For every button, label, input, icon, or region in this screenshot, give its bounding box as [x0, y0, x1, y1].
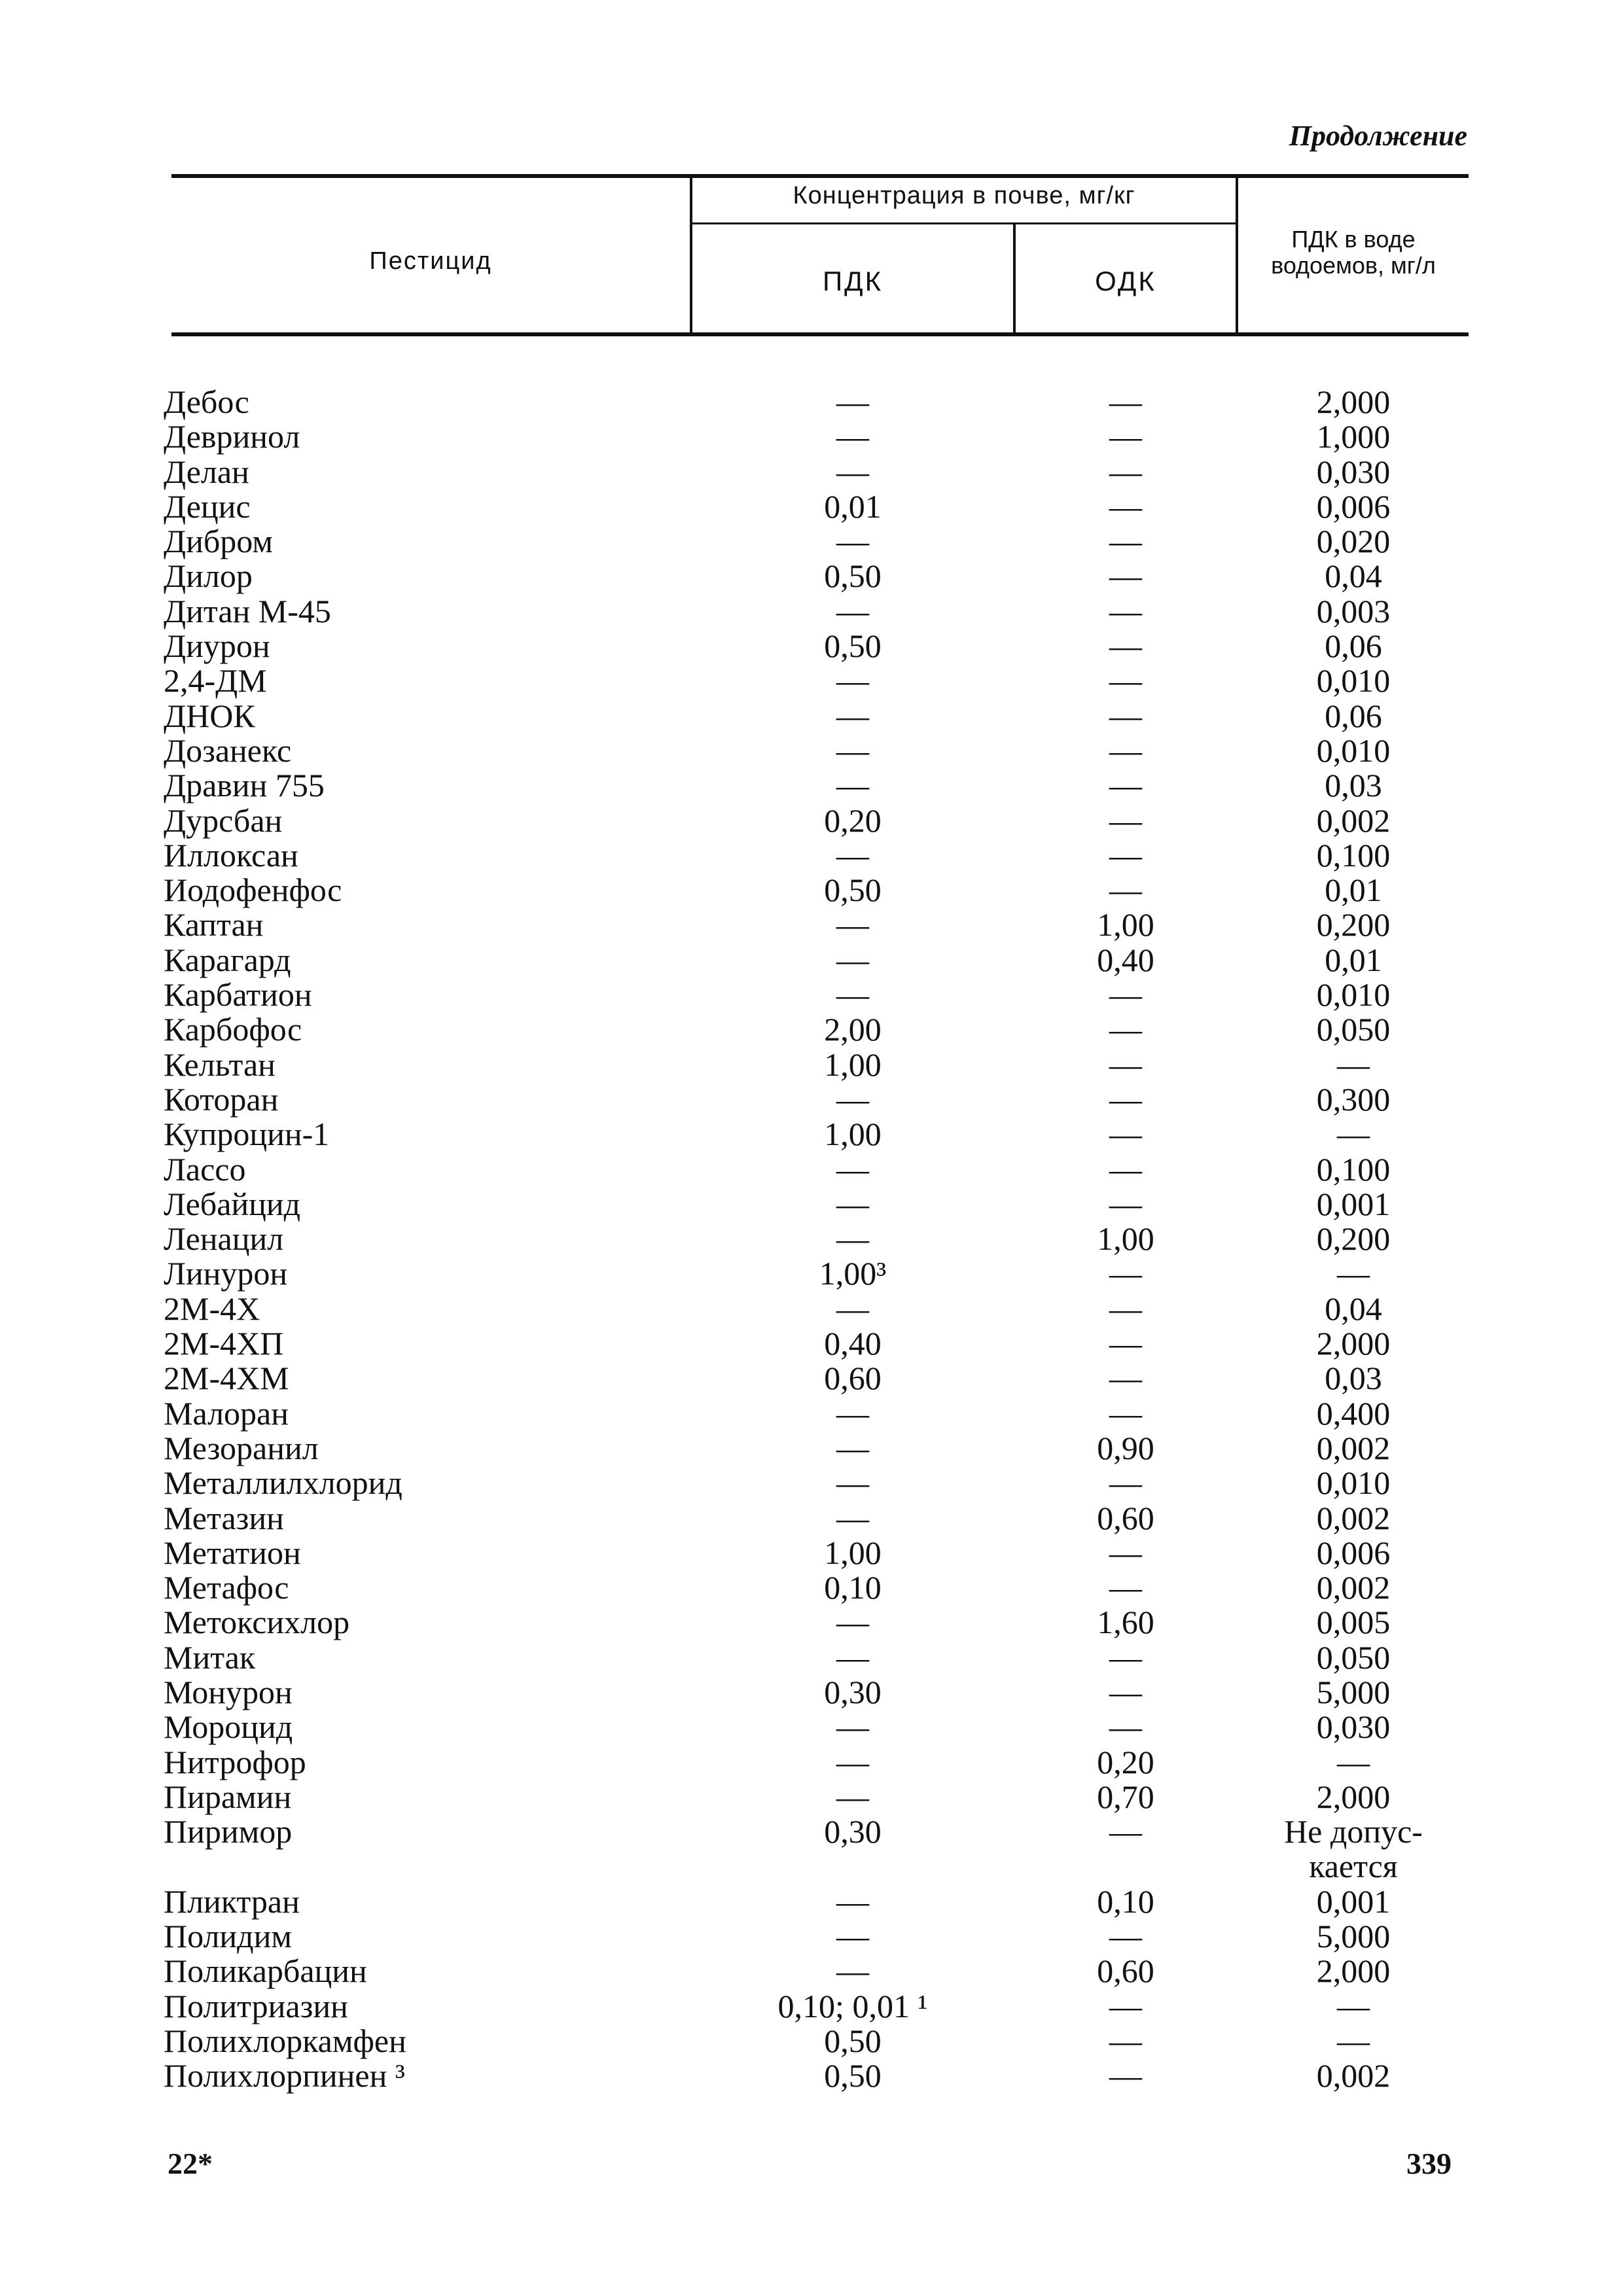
table-row	[0, 1919, 1623, 1954]
odk-value: —	[1109, 418, 1142, 455]
odk-value: —	[1109, 697, 1142, 734]
pesticide-name: Метоксихлор	[164, 1604, 350, 1641]
odk-value: —	[1109, 1394, 1142, 1432]
pesticide-name: Мезоранил	[164, 1429, 319, 1466]
pesticide-name: 2М-4ХМ	[164, 1360, 289, 1397]
pesticide-name: Поликарбацин	[164, 1952, 367, 1990]
table-row	[0, 908, 1623, 942]
table-row	[0, 1361, 1623, 1396]
water-pdk-value: 0,010	[1316, 662, 1391, 699]
water-pdk-value: 0,002	[1316, 1499, 1391, 1536]
pesticide-name: Пиримор	[164, 1813, 293, 1850]
water-pdk-value: 0,300	[1316, 1080, 1391, 1118]
odk-value: 0,60	[1097, 1952, 1154, 1990]
pdk-value: —	[836, 732, 869, 769]
water-pdk-value: 0,010	[1316, 976, 1391, 1014]
odk-value: —	[1109, 767, 1142, 804]
odk-value: —	[1109, 592, 1142, 629]
table-row	[0, 1954, 1623, 1988]
pdk-value: —	[836, 523, 869, 560]
table-row	[0, 663, 1623, 698]
pesticide-name: Полихлорпинен ³	[164, 2057, 405, 2094]
pesticide-name: Карбофос	[164, 1011, 302, 1048]
odk-value: —	[1109, 1534, 1142, 1571]
pesticide-name: Полидим	[164, 1918, 292, 1955]
water-pdk-value: 5,000	[1316, 1673, 1391, 1710]
odk-value: 1,00	[1097, 906, 1154, 944]
table-row	[0, 559, 1623, 593]
water-pdk-value: 0,003	[1316, 592, 1391, 629]
table-row	[0, 419, 1623, 454]
pdk-value: —	[836, 697, 869, 734]
table-row	[0, 1117, 1623, 1152]
water-pdk-value: 0,002	[1316, 802, 1391, 839]
water-pdk-value: 0,002	[1316, 1429, 1391, 1466]
odk-value: —	[1109, 1360, 1142, 1397]
water-pdk-value: 1,000	[1316, 418, 1391, 455]
table-row	[0, 1814, 1623, 1884]
table-row	[0, 524, 1623, 559]
water-pdk-value: 0,200	[1316, 1220, 1391, 1258]
water-pdk-value: 0,04	[1325, 1290, 1382, 1327]
water-pdk-value: Не допус- кается	[1284, 1813, 1423, 1885]
odk-value: —	[1109, 557, 1142, 595]
water-pdk-value: 0,01	[1325, 941, 1382, 978]
water-pdk-value: 0,002	[1316, 1569, 1391, 1606]
table-header-bottom-rule	[171, 332, 1469, 336]
water-pdk-value: 2,000	[1316, 1325, 1391, 1362]
table-row	[0, 1048, 1623, 1082]
pesticide-name: Иодофенфос	[164, 872, 342, 909]
odk-value: —	[1109, 1569, 1142, 1606]
odk-value: —	[1109, 1116, 1142, 1153]
table-row	[0, 629, 1623, 663]
pdk-value: —	[836, 1429, 869, 1466]
pdk-value: —	[836, 1080, 869, 1118]
pdk-value: —	[836, 1604, 869, 1641]
pesticide-name: Дибром	[164, 523, 273, 560]
water-pdk-value: 0,050	[1316, 1011, 1391, 1048]
pesticide-name: Пликтран	[164, 1882, 300, 1920]
table-row	[0, 455, 1623, 489]
odk-value: —	[1109, 487, 1142, 525]
continuation-label: Продолжение	[1289, 120, 1467, 152]
table-row	[0, 1501, 1623, 1536]
water-pdk-value: 5,000	[1316, 1918, 1391, 1955]
table-top-rule	[171, 174, 1469, 178]
pdk-value: —	[836, 836, 869, 874]
water-pdk-value: —	[1337, 1255, 1370, 1292]
pesticide-name: Дурсбан	[164, 802, 283, 839]
water-pdk-value: 0,010	[1316, 1464, 1391, 1502]
signature-mark: 22*	[168, 2147, 213, 2180]
water-pdk-value: 0,050	[1316, 1638, 1391, 1676]
water-pdk-value: 0,010	[1316, 732, 1391, 769]
odk-value: —	[1109, 1255, 1142, 1292]
pdk-value: —	[836, 1882, 869, 1920]
pdk-value: —	[836, 1952, 869, 1990]
pdk-value: 0,50	[824, 2022, 882, 2059]
pesticide-name: Купроцин-1	[164, 1116, 330, 1153]
pesticide-name: Децис	[164, 487, 251, 525]
odk-value: —	[1109, 1150, 1142, 1188]
table-row	[0, 978, 1623, 1012]
table-row	[0, 1536, 1623, 1570]
pdk-value: 0,50	[824, 2057, 882, 2094]
pdk-value: —	[836, 767, 869, 804]
pesticide-name: Дитан М-45	[164, 592, 331, 629]
pesticide-name: Монурон	[164, 1673, 293, 1710]
odk-value: 0,20	[1097, 1743, 1154, 1780]
water-pdk-value: 0,06	[1325, 627, 1382, 665]
table-row	[0, 1292, 1623, 1326]
pesticide-name: Карагард	[164, 941, 291, 978]
odk-value: 0,60	[1097, 1499, 1154, 1536]
pesticide-name: Лассо	[164, 1150, 246, 1188]
odk-value: —	[1109, 2057, 1142, 2094]
table-row	[0, 1222, 1623, 1256]
water-pdk-value: 0,020	[1316, 523, 1391, 560]
pdk-value: 0,10	[824, 1569, 882, 1606]
pdk-value: 0,50	[824, 557, 882, 595]
odk-value: —	[1109, 627, 1142, 665]
water-pdk-value: 0,001	[1316, 1185, 1391, 1222]
table-body	[0, 385, 1623, 2094]
pdk-value: —	[836, 906, 869, 944]
table-row	[0, 1640, 1623, 1675]
pdk-value: —	[836, 1394, 869, 1432]
pdk-value: —	[836, 453, 869, 490]
pesticide-name: Пирамин	[164, 1778, 292, 1815]
table-row	[0, 1431, 1623, 1466]
pdk-value: —	[836, 1708, 869, 1746]
pdk-value: —	[836, 1743, 869, 1780]
pdk-value: 0,30	[824, 1813, 882, 1850]
pesticide-name: Метатион	[164, 1534, 301, 1571]
table-row	[0, 1884, 1623, 1919]
water-pdk-value: —	[1337, 1743, 1370, 1780]
pesticide-name: 2М-4ХП	[164, 1325, 284, 1362]
table-row	[0, 2024, 1623, 2058]
pdk-value: —	[836, 976, 869, 1014]
header-sub-rule	[692, 222, 1236, 224]
pdk-value: 0,01	[824, 487, 882, 525]
odk-value: —	[1109, 1325, 1142, 1362]
table-row	[0, 1675, 1623, 1710]
pdk-value: 1,00³	[819, 1255, 887, 1292]
pesticide-name: Дозанекс	[164, 732, 292, 769]
water-pdk-value: 0,005	[1316, 1604, 1391, 1641]
table-row	[0, 1989, 1623, 2024]
pdk-value: —	[836, 1185, 869, 1222]
pdk-value: —	[836, 1918, 869, 1955]
table-row	[0, 1326, 1623, 1361]
water-pdk-value: 0,002	[1316, 2057, 1391, 2094]
pdk-value: —	[836, 1778, 869, 1815]
table-row	[0, 1256, 1623, 1291]
header-pesticide: Пестицид	[369, 247, 492, 275]
odk-value: —	[1109, 1185, 1142, 1222]
water-pdk-value: —	[1337, 1987, 1370, 2024]
odk-value: —	[1109, 1918, 1142, 1955]
pesticide-name: Митак	[164, 1638, 256, 1676]
pesticide-name: Дилор	[164, 557, 253, 595]
pesticide-name: Полихлоркамфен	[164, 2022, 406, 2059]
water-pdk-value: —	[1337, 1116, 1370, 1153]
table-row	[0, 1012, 1623, 1047]
table-row	[0, 1152, 1623, 1187]
water-pdk-value: 0,030	[1316, 453, 1391, 490]
table-row	[0, 1780, 1623, 1814]
pesticide-name: Девринол	[164, 418, 300, 455]
water-pdk-value: 0,04	[1325, 557, 1382, 595]
pesticide-name: Линурон	[164, 1255, 288, 1292]
pesticide-name: ДНОК	[164, 697, 255, 734]
pdk-value: 0,40	[824, 1325, 882, 1362]
pdk-value: 1,00	[824, 1534, 882, 1571]
pdk-value: —	[836, 383, 869, 420]
water-pdk-value: 2,000	[1316, 1952, 1391, 1990]
pesticide-name: Делан	[164, 453, 249, 490]
pdk-value: —	[836, 1220, 869, 1258]
odk-value: —	[1109, 1673, 1142, 1710]
odk-value: —	[1109, 1046, 1142, 1083]
table-row	[0, 594, 1623, 629]
water-pdk-value: 0,03	[1325, 1360, 1382, 1397]
table-row	[0, 1396, 1623, 1431]
pesticide-name: Иллоксан	[164, 836, 298, 874]
odk-value: —	[1109, 383, 1142, 420]
pesticide-name: Ленацил	[164, 1220, 284, 1258]
odk-value: —	[1109, 2022, 1142, 2059]
pesticide-name: 2М-4Х	[164, 1290, 260, 1327]
odk-value: —	[1109, 523, 1142, 560]
table-row	[0, 733, 1623, 768]
odk-value: 1,60	[1097, 1604, 1154, 1641]
header-soil-concentration: Концентрация в почве, мг/кг	[793, 182, 1135, 209]
odk-value: —	[1109, 976, 1142, 1014]
odk-value: —	[1109, 1464, 1142, 1502]
table-row	[0, 1745, 1623, 1780]
pesticide-name: 2,4-ДМ	[164, 662, 267, 699]
table-row	[0, 804, 1623, 838]
odk-value: 0,10	[1097, 1882, 1154, 1920]
header-odk: ОДК	[1095, 266, 1156, 296]
water-pdk-value: 0,100	[1316, 836, 1391, 874]
table-row	[0, 385, 1623, 419]
pesticide-name: Кельтан	[164, 1046, 276, 1083]
water-pdk-value: 0,001	[1316, 1882, 1391, 1920]
table-row	[0, 768, 1623, 803]
odk-value: —	[1109, 1011, 1142, 1048]
odk-value: —	[1109, 1813, 1142, 1850]
odk-value: —	[1109, 872, 1142, 909]
pesticide-name: Металлилхлорид	[164, 1464, 402, 1502]
pdk-value: 1,00	[824, 1046, 882, 1083]
odk-value: —	[1109, 732, 1142, 769]
pesticide-name: Метафос	[164, 1569, 289, 1606]
pesticide-name: Дравин 755	[164, 767, 325, 804]
pdk-value: —	[836, 941, 869, 978]
table-row	[0, 489, 1623, 524]
pdk-value: 0,30	[824, 1673, 882, 1710]
odk-value: —	[1109, 802, 1142, 839]
table-row	[0, 2058, 1623, 2093]
table-row	[0, 873, 1623, 908]
odk-value: 1,00	[1097, 1220, 1154, 1258]
page-number: 339	[1406, 2147, 1452, 2180]
pdk-value: 0,20	[824, 802, 882, 839]
pdk-value: —	[836, 418, 869, 455]
table-row	[0, 838, 1623, 873]
table-row	[0, 1082, 1623, 1117]
odk-value: —	[1109, 1987, 1142, 2024]
pesticide-name: Карбатион	[164, 976, 312, 1014]
water-pdk-value: 0,006	[1316, 487, 1391, 525]
odk-value: —	[1109, 1708, 1142, 1746]
odk-value: —	[1109, 453, 1142, 490]
pesticide-name: Малоран	[164, 1394, 289, 1432]
table-row	[0, 943, 1623, 978]
table-row	[0, 1570, 1623, 1605]
pesticide-name: Дебос	[164, 383, 249, 420]
pdk-value: —	[836, 1290, 869, 1327]
table-row	[0, 1710, 1623, 1744]
header-water-pdk: ПДК в воде водоемов, мг/л	[1271, 226, 1436, 279]
table-row	[0, 699, 1623, 733]
water-pdk-value: 0,01	[1325, 872, 1382, 909]
water-pdk-value: 0,030	[1316, 1708, 1391, 1746]
pesticide-name: Диурон	[164, 627, 270, 665]
pdk-value: 0,60	[824, 1360, 882, 1397]
pesticide-name: Лебайцид	[164, 1185, 301, 1222]
pdk-value: —	[836, 1464, 869, 1502]
water-pdk-value: 2,000	[1316, 1778, 1391, 1815]
pdk-value: —	[836, 662, 869, 699]
odk-value: 0,40	[1097, 941, 1154, 978]
pesticide-name: Метазин	[164, 1499, 284, 1536]
pesticide-name: Каптан	[164, 906, 264, 944]
odk-value: —	[1109, 662, 1142, 699]
table-row	[0, 1466, 1623, 1500]
water-pdk-value: 0,06	[1325, 697, 1382, 734]
pdk-value: 1,00	[824, 1116, 882, 1153]
pdk-value: 0,50	[824, 872, 882, 909]
odk-value: —	[1109, 836, 1142, 874]
pesticide-name: Политриазин	[164, 1987, 348, 2024]
water-pdk-value: 0,100	[1316, 1150, 1391, 1188]
table-row	[0, 1187, 1623, 1222]
water-pdk-value: 0,200	[1316, 906, 1391, 944]
pdk-value: —	[836, 1499, 869, 1536]
pesticide-name: Мороцид	[164, 1708, 293, 1746]
odk-value: —	[1109, 1638, 1142, 1676]
header-pdk: ПДК	[822, 266, 883, 296]
water-pdk-value: 0,006	[1316, 1534, 1391, 1571]
pdk-value: 2,00	[824, 1011, 882, 1048]
odk-value: —	[1109, 1080, 1142, 1118]
odk-value: —	[1109, 1290, 1142, 1327]
odk-value: 0,70	[1097, 1778, 1154, 1815]
pesticide-name: Которан	[164, 1080, 279, 1118]
water-pdk-value: 0,400	[1316, 1394, 1391, 1432]
pdk-value: —	[836, 1150, 869, 1188]
pdk-value: 0,10; 0,01 ¹	[777, 1987, 928, 2024]
water-pdk-value: 0,03	[1325, 767, 1382, 804]
pdk-value: —	[836, 1638, 869, 1676]
odk-value: 0,90	[1097, 1429, 1154, 1466]
water-pdk-value: —	[1337, 2022, 1370, 2059]
pdk-value: —	[836, 592, 869, 629]
table-row	[0, 1605, 1623, 1640]
pdk-value: 0,50	[824, 627, 882, 665]
pesticide-name: Нитрофор	[164, 1743, 306, 1780]
water-pdk-value: —	[1337, 1046, 1370, 1083]
water-pdk-value: 2,000	[1316, 383, 1391, 420]
